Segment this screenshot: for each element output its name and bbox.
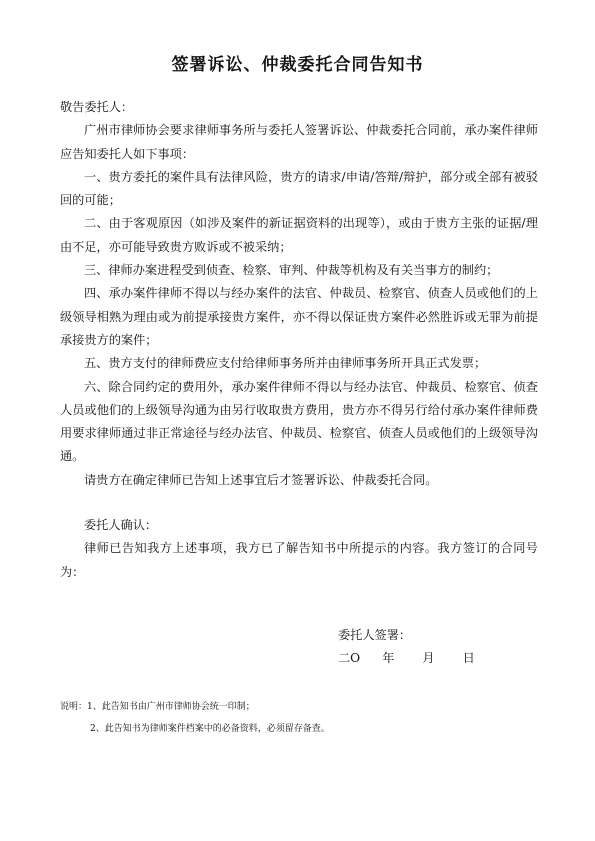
paragraph-item-6: 六、除合同约定的费用外，承办案件律师不得以与经办法官、仲裁员、检察官、侦查人员或他们的上级领导沟通为由另行收取贵方费用，贵方亦不得另行给付承办案件律师费用要求律师通过非正常途径与经办法官、仲裁员、检察官、侦查人员或他们的上级领导沟通。 (60, 379, 538, 464)
paragraph-item-1: 一、贵方委托的案件具有法律风险，贵方的请求/申请/答辩/辩护，部分或全部有被驳回的可能； (60, 169, 538, 208)
salutation: 敬告委托人： (60, 100, 134, 114)
paragraph-intro: 广州市律师协会要求律师事务所与委托人签署诉讼、仲裁委托合同前，承办案件律师应告知委托人如下事项： (60, 123, 538, 161)
paragraph-item-2: 二、由于客观原因（如涉及案件的新证据资料的出现等），或由于贵方主张的证据/理由不足，亦可能导致贵方败诉或不被采纳； (60, 216, 538, 254)
date-month: 月 (422, 651, 435, 665)
note-1: 说明：1、此告知书由广州市律师协会统一印制； (60, 702, 255, 712)
date-year: 年 (382, 651, 395, 665)
paragraph-item-3: 三、律师办案进程受到侦查、检察、审判、仲裁等机构及有关当事方的制约； (84, 263, 499, 278)
signature-date (338, 647, 475, 670)
confirm-heading: 委托人确认： (84, 518, 158, 533)
document-title: 签署诉讼、仲裁委托合同告知书 (171, 55, 424, 75)
date-day: 日 (462, 651, 475, 665)
paragraph-item-5: 五、贵方支付的律师费应支付给律师事务所并由律师事务所开具正式发票； (84, 356, 487, 371)
confirm-text: 律师已告知我方上述事项，我方已了解告知书中所提示的内容。我方签订的合同号为： (60, 541, 538, 579)
paragraph-request: 请贵方在确定律师已告知上述事宜后才签署诉讼、仲裁委托合同。 (84, 472, 438, 487)
document-body (60, 96, 538, 584)
notes-section (60, 696, 330, 740)
signature-block (338, 624, 475, 670)
date-prefix: 二O (338, 651, 361, 665)
paragraph-item-4: 四、承办案件律师不得以与经办案件的法官、仲裁员、检察官、侦查人员或他们的上级领导相熟为理由或为前提承接贵方案件，亦不得以保证贵方案件必然胜诉或无罪为前提承接贵方的案件； (60, 286, 538, 347)
spacer (60, 492, 538, 514)
note-2: 2、此告知书为律师案件档案中的必备资料，必须留存备查。 (90, 724, 330, 734)
signature-label: 委托人签署： (338, 628, 412, 642)
